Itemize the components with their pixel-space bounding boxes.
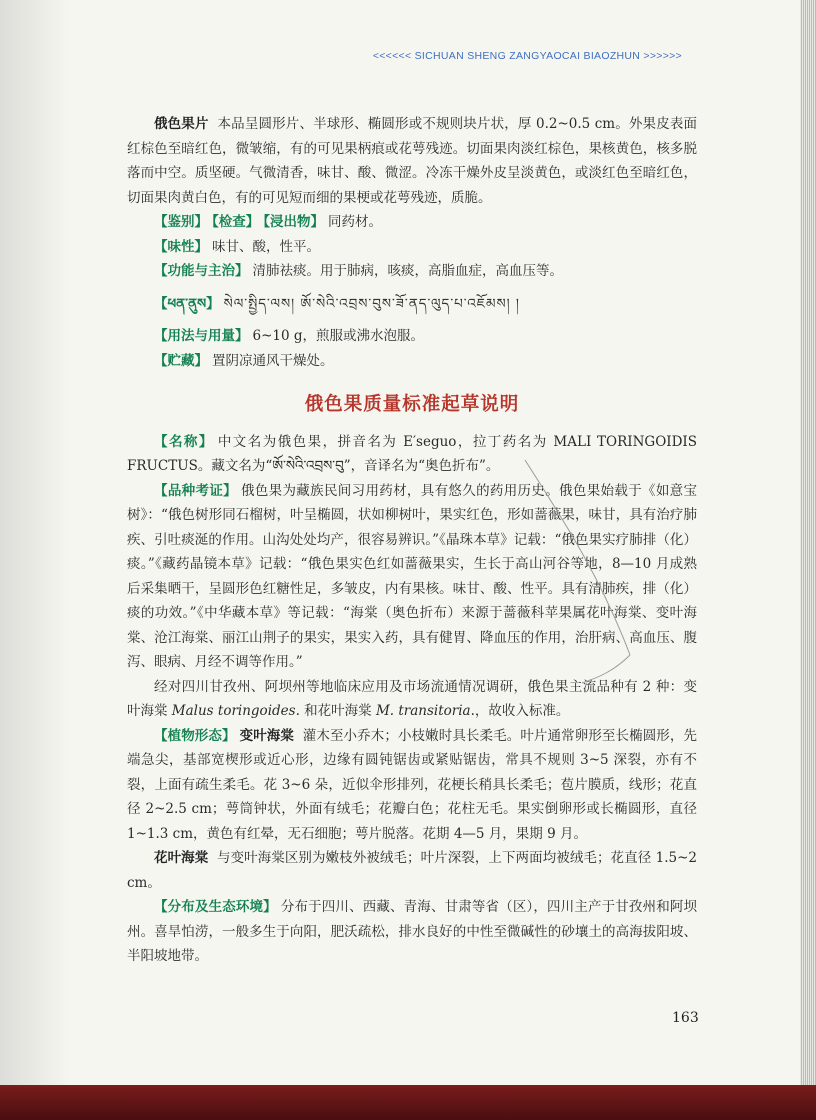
description-text: 本品呈圆形片、半球形、椭圆形或不规则块片状，厚 0.2~0.5 cm。外果皮表面红棕色至暗红色，微皱缩，有的可见果柄痕或花萼残迹。切面果肉淡红棕色，果核黄色，核多脱落而中空。质坚硬。气微清香，味甘、酸、微涩。冷冻干燥外皮呈淡黄色，或淡红色至暗红色，切面果肉黄白色，有的可见短而细的果梗或花萼残迹，质脆。 [127, 116, 698, 206]
survey-paragraph [127, 675, 697, 724]
function-line [127, 259, 697, 284]
tibetan-text: སེལ་སྤྱིད་ལས། ཨོ་སེའི་འབྲས་བུས་ཟོ་ནད་ལུད་པ་འཇོམས། ། [223, 295, 520, 312]
description-label: 俄色果片 [154, 116, 209, 132]
tag-usage: 【用法与用量】 [154, 328, 249, 343]
tag-history: 【品种考证】 [154, 482, 237, 498]
running-head: <<<<<< SICHUAN SHENG ZANGYAOCAI BIAOZHUN >>>>>> [372, 50, 682, 62]
morphology2-text: 与变叶海棠区别为嫩枝外被绒毛；叶片深裂，上下两面均被绒毛；花直径 1.5~2 cm。 [127, 850, 697, 891]
morphology-text: 灌木至小乔木；小枝嫩时具长柔毛。叶片通常卵形至长椭圆形，先端急尖，基部宽楔形或近心形，边缘有圆钝锯齿或紧贴锯齿，常具不规则 3~5 深裂，亦有不裂，上面有疏生柔毛。花 3~6 朵，近似伞形排列，花梗长稍具长柔毛；苞片膜质，线形；花直径 2~2.5 cm；萼筒钟状，外面有绒毛；花瓣白色；花柱无毛。果实倒卵形或长椭圆形，直径 1~1.3 cm，黄色有红晕，无石细胞；萼片脱落。花期 4—5 月，果期 9 月。 [127, 727, 697, 842]
morphology-species: 变叶海棠 [239, 727, 294, 744]
survey-text-c: .，故收入标准。 [470, 703, 570, 719]
page-body [127, 112, 697, 969]
usage-text: 6~10 g，煎服或沸水泡服。 [252, 328, 425, 344]
page-number: 163 [672, 1010, 699, 1026]
tag-name: 【名称】 [154, 433, 214, 449]
function-text: 清肺祛痰。用于肺病，咳痰，高脂血症，高血压等。 [252, 263, 563, 279]
tag-storage: 【贮藏】 [154, 352, 208, 368]
taste-text: 味甘、酸，性平。 [212, 238, 320, 255]
usage-line [127, 324, 697, 349]
morphology2-species: 花叶海棠 [154, 850, 209, 866]
latin-name-a: Malus toringoides [171, 703, 296, 719]
book-cover [0, 1085, 816, 1120]
tag-tibetan: 【ཕན་ནུས】 [154, 295, 220, 311]
tag-distribution: 【分布及生态环境】 [154, 899, 277, 914]
latin-name-b: M. transitoria [375, 703, 471, 719]
morphology2-paragraph [127, 846, 697, 895]
storage-line [127, 349, 697, 374]
tibetan-line [127, 292, 697, 317]
distribution-text: 分布于四川、西藏、青海、甘肃等省（区），四川主产于甘孜州和阿坝州。喜旱怕涝，一般多生于向阳，肥沃疏松，排水良好的中性至微碱性的砂壤土的高海拔阳坡、半阳坡地带。 [127, 899, 698, 964]
tag-morphology: 【植物形态】 [154, 727, 236, 743]
page-edge [800, 0, 816, 1085]
morphology-paragraph [127, 724, 697, 847]
history-paragraph [127, 479, 697, 675]
tag-extract: 【浸出物】 [263, 214, 324, 229]
taste-line [127, 235, 697, 260]
tag-identification: 【鉴别】 [154, 214, 208, 229]
storage-text: 置阴凉通风干燥处。 [212, 352, 334, 369]
section-title: 俄色果质量标准起草说明 [304, 394, 520, 415]
tag-function: 【功能与主治】 [154, 263, 249, 278]
history-text: 俄色果为藏族民间习用药材，具有悠久的药用历史。俄色果始载于《如意宝树》：“俄色树形同石榴树，叶呈椭圆，状如柳树叶，果实红色，形如蔷薇果，味甘，具有治疗肺疾、引吐痰涎的作用。山沟处处均产，很容易辨识。”《晶珠本草》记载：“俄色果实疗肺排（化）痰。”《藏药晶镜本草》记载：“俄色果实色红如蔷薇果实，生长于高山河谷等地，8—10 月成熟后采集晒干，呈圆形色红糖性足，多皱皮，内有果核。味甘、酸、性平。具有清肺疾，排（化）痰的功效。”《中华藏本草》等记载：“海棠（奥色折布）来源于蔷薇科苹果属花叶海棠、变叶海棠、沧江海棠、丽江山荆子的果实，果实入药，具有健胃、降血压的作用，治肝病、高血压、腹泻、眼病、月经不调等作用。” [127, 482, 698, 670]
description-paragraph [127, 112, 697, 210]
survey-text-a: 经对四川甘孜州、阿坝州等地临床应用及市场流通情况调研，俄色果主流品种有 2 种：变叶海棠 [127, 678, 697, 719]
name-text: 中文名为俄色果，拼音名为 E′seguo，拉丁药名为 MALI TORINGOIDIS FRUCTUS。藏文名为“ཨོ་སེའི་འབྲས་བུ”，音译名为“奥色折布”。 [127, 433, 697, 474]
distribution-paragraph [127, 895, 697, 969]
tag-inspection: 【检查】 [212, 214, 260, 229]
name-paragraph [127, 430, 697, 479]
tag-taste: 【味性】 [154, 238, 208, 254]
identification-text: 同药材。 [328, 214, 382, 230]
survey-text-b: . 和花叶海棠 [295, 703, 376, 719]
identification-line [127, 210, 697, 235]
